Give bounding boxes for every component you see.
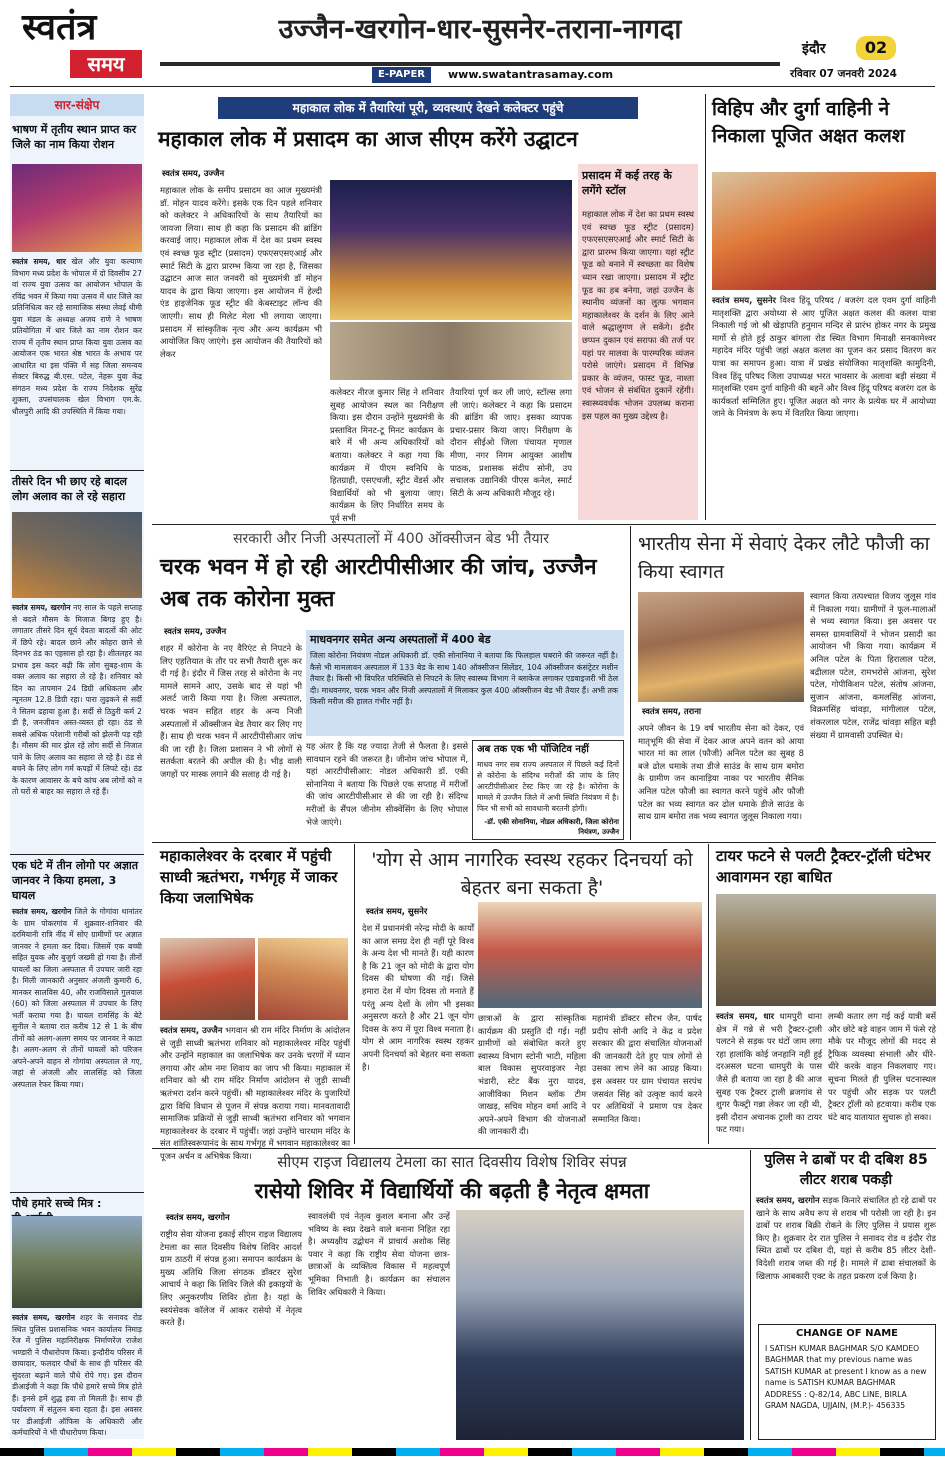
story3-quote-author: -डॉ. एकी सोनानिया, नोडल अधिकारी, जिला कोरोना नियंत्रण, उज्जैन <box>484 818 619 836</box>
sidebar-divider <box>10 1192 144 1193</box>
story2-photo-rally <box>712 172 936 290</box>
sidebar-item-text: खेल और युवा कल्याण विभाग मध्य प्रदेश के भोपाल में दो दिवसीय 27 वां राज्य युवा उत्सव का आयोजन भोपाल के रविंद्र भवन में किया गया उत्सव में धार जिले का प्रतिनिधित्व कर रहे सामाजिक संस्था लेवई थीमी युवा मंडल के अध्यक्ष अजय राणे ने भाषण प्रतियोगिता में धार जिले का नाम रोशन कर राज्य में तृतीय स्थान प्राप्त किया युवा उत्सव का आयोजन एक भारत श्रेष्ठ भारत के अभाव पर आधारित था इस पंक्ति में सह जिला समन्वय सेक्टर बिरुद्ध बी.एस. पटेल, नेहरू युवा केंद्र संगठन मध्य प्रदेश के राज्य निदेशक सुरेंद्र शुक्ला, उपसंचालक खेल विभाग एम.के. धौलपुरी आदि की उपस्थिति में किया गया। <box>12 257 142 416</box>
column-divider <box>750 1150 751 1440</box>
story3-headline: चरक भवन में हो रही आरटीपीसीआर की जांच, उज्जैन अब तक कोरोना मुक्त <box>160 555 597 612</box>
sidebar-divider <box>10 854 144 855</box>
logo <box>22 8 152 82</box>
sidebar-item-title: तीसरे दिन भी छाए रहे बादल लोग अलाव का ले रहे सहारा <box>12 475 127 503</box>
story3-quote-heading: अब तक एक भी पॉजिटिव नहीं <box>477 744 589 755</box>
column-divider <box>708 844 709 1144</box>
logo-top: स्वतंत्र <box>22 7 97 48</box>
edition-name: इंदौर <box>802 41 826 57</box>
story1-col2: कलेक्टर नीरज कुमार सिंह ने शनिवार सुबह आयोजन स्थल का निरीक्षण किया। इस दौरान उन्होंने मुख्यमंत्री के प्रस्तावित मिनट-टू मिनट कार्यक्रम के बारे में भी अन्य अधिकारियों को बताया। कलेक्टर ने कहा गया कि कार्यक्रम में पीएम स्वनिधि के हितग्राही, एसएचजी, स्ट्रीट वेंडर्स और विद्यार्थियों को भी बुलाया जाए। कार्यक्रम के लिए निर्धारित समय के पूर्व सभी <box>330 387 444 523</box>
story7-col2: लम्बी कतार लग गई कई यात्री बसें और छोटे बड़े वाहन जाम में फंसे रहे मौके पर मौजूद लोगों की मदद से ट्रैफिक व्यवस्था संभाली और धीरे-धीरे करके वाहन निकलवाए गए। सूचना मिलते ही पुलिस घटनास्थल पर पहुंची और सड़क पर पलटी ट्रैक्टर ट्रॉली को हटवाया। करीब एक घंटे बाद यातायात सुचारू हो सका। <box>828 1011 936 1122</box>
story3-quote-body: माधव नगर सब राज्य अस्पताल में पिछले कई दिनों से कोरोना के संदिग्ध मरीजों की जांच के लिए आरटीपीसीआर टेस्ट किए जा रहे है। कोरोना के मामले में उज्जैन जिले में अभी स्थिति नियंत्रण में है। फिर भी सभी को सावधानी बरतनी होगी। <box>477 760 619 813</box>
story7-text: धामपुरी थाना क्षेत्र में गन्ने से भरी ट्रैक्टर-ट्राली पलटने से सड़क पर घंटों जाम लगा रहा हालांकि कोई जनहानि नहीं हुई दरअसल घटना धामपुरी के पास जैसे ही बताया जा रहा है की आज सुबह एक ट्रैक्टर ट्राली ब्रजगांव से शुगर फैक्ट्री गन्ना लेकर जा रही थी, इसी दौरान अचानक ट्राली का टायर फट गया। <box>716 1011 822 1135</box>
sidebar-item-body <box>12 256 142 466</box>
story5-text: भगवान श्री राम मंदिर निर्माण के आंदोलन से जुड़ी साध्वी ऋतंभरा शनिवार को महाकालेश्वर मंदिर पहुंचीं और उन्होंने महाकाल का जलाभिषेक कर उनके चरणों में ध्यान लगाया और ओम नमः शिवाय का जाप भी किया। महाकाल में शनिवार को श्री राम मंदिर निर्माण आंदोलन से जुड़ी साध्वी ऋतंभरा दर्शन करने पहुंचीं। श्री महाकालेश्वर मंदिर के पुजारियों द्वारा विधि विधान से पूजन में संपन्न कराया गया। मानवतावादी सामाजिक प्रक्रियों से जुड़ी साध्वी ऋतंभरा शनिवार को भगवान महाकालेश्वर के दरबार में पहुंचीं। जहां उन्होंने चारधाम मंदिर के संत शांतिस्वरूपानंद के साथ गर्भगृह में भगवान महाकालेश्वर का पूजन अर्चन व अभिषेक किया। <box>160 1025 350 1161</box>
footer-colorbar <box>0 1448 945 1456</box>
story1-byline: स्वतंत्र समय, उज्जैन <box>162 168 225 178</box>
story6-col1: देश में प्रधानमंत्री नरेन्द्र मोदी के कार्यों का आज समग्र देश ही नहीं पूरे विश्व के अन्य देश भी मानते हैं। यही कारण है कि 21 जून को मोदी के द्वारा योग दिवस की घोषणा की गई। जिसे हमारा देश में योग दिवस तो मनाते हैं परंतु अन्य देशों के लोग भी इसका अनुसरण करते है और 21 जून योग दिवस के रूप में पूरा विश्व मनाता है। योग से आम नागरिक स्वस्थ रहकर अपनी दिनचर्या को बेहतर बना सकता है। <box>362 923 474 1072</box>
sidebar-item-body <box>12 1312 142 1436</box>
story1-side-body: महाकाल लोक में देश का प्रथम स्वस्थ एवं स्वच्छ फूड स्ट्रीट (प्रसादम) एफएसएसएआई और स्मार्ट सिटी के द्वारा प्रारम्भ किया जाएगा। यहां स्ट्रीट फूड को बनाने में स्वच्छता का विशेष ध्यान रखा जाएगा। प्रसादम में स्ट्रीट फूड का हब बनेगा, जहां उज्जैन के स्थानीय व्यंजनों का लुत्फ भगवान महाकालेश्वर के दर्शन के लिए आने वाले श्रद्धालुगण ले सकेंगे। इंदौर छप्पन दुकान एवं सराफा की तर्ज पर यहां पर मालवा के पारम्परिक व्यंजन परोसे जाएंगे। प्रसादम में विभिन्न प्रकार के व्यंजन, फास्ट फूड, नाश्ता एवं भोजन से संबंधित दुकानें रहेंगी। स्वास्थ्यवर्धक भोजन उपलब्ध कराना इस पहल का मुख्य उद्देश्य है। <box>582 209 694 421</box>
sidebar-item-byline: स्वतंत्र समय, खरगोन <box>12 1313 75 1322</box>
story1-side-box <box>578 164 698 520</box>
story7-headline: टायर फटने से पलटी ट्रैक्टर-ट्रॉली घंटेभर आवागमन रहा बाधित <box>716 847 931 886</box>
sidebar-item-byline: स्वतंत्र समय, धार <box>12 257 66 266</box>
story1-photo-mahakal-lok <box>330 180 572 320</box>
story1-photo-inspection <box>330 322 572 380</box>
logo-bottom: समय <box>87 52 125 76</box>
sidebar-item-body <box>12 602 142 848</box>
issue-date: रविवार 07 जनवरी 2024 <box>790 68 897 80</box>
sidebar-item-byline: स्वतंत्र समय, खरगोन <box>12 907 72 916</box>
story3-byline: स्वतंत्र समय, उज्जैन <box>164 626 227 636</box>
notice-title: CHANGE OF NAME <box>795 1328 899 1339</box>
logo-bottom-box <box>70 50 142 78</box>
story2-headline: विहिप और दुर्गा वाहिनी ने निकाला पूजित अक्षत कलश <box>712 98 905 147</box>
masthead <box>0 0 945 86</box>
story1-side-heading: प्रसादम में कई तरह के लगेंगे स्टॉल <box>582 169 672 197</box>
story6-col3: महामंत्री डॉक्टर सौरभ जैन, पार्षद प्रदीप सोनी आदि ने केंद्र व प्रदेश सरकार की द्वारा संचालित योजनाओं की जानकारी देते हुए पात्र लोगों से उसका लाभ लेने का आग्रह किया। इस अवसर पर ग्राम पंचायत सरपंच जसवंत सिंह को उत्कृष्ट कार्य करने पर अतिथियों ने प्रमाण पत्र देकर सम्मानित किया। <box>592 1013 702 1124</box>
masthead-rule <box>160 62 780 66</box>
sidebar-item-body <box>12 906 142 1188</box>
name-change-notice <box>758 1324 936 1440</box>
story4-photo-soldier <box>638 592 804 702</box>
sidebar-item-text: जिले के गोगांवा थानांतर के ग्राम पोकरगांव में शुक्रवार-शनिवार की दरमियानी रात्रि नींद में सोए ग्रामीणों पर अज्ञात जानवर ने हमला कर दिया। जिसमें एक बच्ची सहित युवक और बुजुर्ग जख्मी हो गया है। तीनों घायलों का जिला अस्पताल में उपचार जारी रहा है। मिली जानकारी अनुसार अंजली कुमारी 6, मानकर सालविस 40, और राजविसाले गुलवाल (60) को जिला अस्पताल में उपचार के लिए भर्ती कराया गया है। घायल रामसिंह के बेटे सुनील ने बताया रात करीब 12 से 1 के बीच तीनों को अलग-अलग समय पर जानवर ने काटा है। अलग-अलग से तीनों घायलों को परिजन अपने-अपने वाहन से गोगांवा अस्पताल ले गए, जहां से अंजली और लालसिंह को जिला अस्पताल रेफर किया गया। <box>12 907 142 1089</box>
story5-body <box>160 1024 350 1161</box>
sidebar-heading-box <box>10 94 144 116</box>
story3-col1: शहर में कोरोना के नए वैरिएंट से निपटने के लिए एहतियात के तौर पर सभी तैयारी शुरू कर दी गई है। इंदौर में जिस तरह से कोरोना के नए मामले सामने आए, उसके बाद से यहां भी अलर्ट जारी किया गया है। जिला अस्पताल, चरक भवन सहित शहर के अन्य निजी अस्पतालों में ऑक्सीजन बेड तैयार कर लिए गए हैं। साथ ही चरक भवन में आरटीपीसीआर जांच की जा रही है। जिला प्रशासन ने भी लोगों से सतर्कता बरतने की अपील की है। भीड़ वाली जगहों पर मास्क लगाने की सलाह दी गई है। <box>160 643 302 779</box>
story1-headline: महाकाल लोक में प्रसादम का आज सीएम करेंगे उद्घाटन <box>158 127 578 151</box>
story6-col2: छात्राओं के द्वारा सांस्कृतिक कार्यक्रम की प्रस्तुति दी गई। नहीं ग्रामीणों को संबोधित करते हुए स्वास्थ्य विभाग स्टोनी भाटी, महिला बाल विकास सुपरवाइजर नेहा भंडारी, स्टेट बैंक नुरा यादव, आजीविका मिशन ब्लॉक टीम जाखड़, सचिव मोहन वर्मा आदि ने अपने-अपने विभाग की योजनाओं की जानकारी दी। <box>478 1013 586 1137</box>
story2-text: विश्व हिंदू परिषद / बजरंग दल एवम दुर्गा वाहिनी मातृशक्ति द्वारा अयोध्या से आए पूजित अक्षत कलश की कलश यात्रा निकाली गई जो श्री खेड़ापति हनुमान मन्दिर से प्रारंभ होकर नगर के प्रमुख मार्गो से होते हुई ठाकुर बांगला रोड स्थित विभाग मिनाक्षी सनकामेश्वर महादेव मंदिर पहुंची जहां अक्षत कलश का पूजन कर प्रसाद वितरण कर यात्रा का समापन हुआ। यात्रा में प्रखंड संयोजिका मातृशक्ति कामुदिनी, विश्व हिंदू परिषद जिला उपाध्यक्ष भरत भावसार के अलावा बड़ी संख्या में मातृशक्ति एवम दुर्गा वाहिनी की बहनें और विश्व हिंदू परिषद बजरंग दल के कार्यकर्ता सम्मिलित हुए। पूजित अक्षत को नगर के प्रत्येक घर में आयोध्या जाने के निमंत्रण के रूप में वितरित किया जाएगा। <box>712 295 937 419</box>
story6-headline: 'योग से आम नागरिक स्वस्थ रहकर दिनचर्या को बेहतर बना सकता है' <box>371 849 693 899</box>
story5-byline: स्वतंत्र समय, उज्जैन <box>160 1025 223 1035</box>
sidebar-divider <box>10 470 144 471</box>
story9-body <box>756 1194 936 1320</box>
story2-byline: स्वतंत्र समय, सुसनेर <box>712 295 776 305</box>
sidebar-item-byline: स्वतंत्र समय, खरगोन <box>12 603 71 612</box>
story6-photo-yoga <box>478 902 702 1008</box>
story6-byline: स्वतंत्र समय, सुसनेर <box>366 906 428 916</box>
notice-body: I SATISH KUMAR BAGHMAR S/O KAMDEO BAGHMAR that my previous name was SATISH KUMAR at present I know as a new name is SATISH KUMAR BAGHMAR ADDRESS : Q-82/14, ABC LINE, BIRLA GRAM NAGDA, UJJAIN, (M.P.)- 456335 <box>765 1344 927 1411</box>
sidebar <box>10 94 144 1439</box>
story8-kicker: सीएम राइज विद्यालय टेमला का सात दिवसीय विशेष शिविर संपन्न <box>277 1153 627 1171</box>
story4-byline: स्वतंत्र समय, तराना <box>642 706 702 716</box>
story1-col1: महाकाल लोक के समीप प्रसादम का आज मुख्यमंत्री डॉ. मोहन यादव करेंगे। इसके एक दिन पहले शनिवार को कलेक्टर ने अधिकारियों के साथ तैयारियों का जायजा लिया। साथ ही कहा कि प्रसादम की ब्रांडिंग करवाई जाए। महाकाल लोक में देश का प्रथम स्वस्थ एवं स्वच्छ फूड स्ट्रीट (प्रसादम) एफएसएसएआई और स्मार्ट सिटी के द्वारा प्रारम्भ किया जा रहा है, जिसका उद्घाटन आज सात जनवरी को मुख्यमंत्री डॉ मोहन यादव के द्वारा किया जाएगा। इस आयोजन में हेल्दी एंड हाइजेनिक फूड स्ट्रीट की केबस्टाइट लॉन्च की जाएगी। साथ ही मिलेट मेला भी लगाया जाएगा। प्रसादम में सांस्कृतिक नृत्य और अन्य कार्यक्रम भी आयोजित किए जाएंगे। इस आयोजन की तैयारियों को लेकर <box>160 185 322 359</box>
sidebar-photo-fire <box>12 512 142 598</box>
masthead-divider <box>10 86 935 87</box>
story4-body-bottom: अपने जीवन के 19 वर्ष भारतीय सेना को देकर, एवं मातृभूमि की सेवा में देकर आज अपने वतन को आया भारत मां का लाल (फौजी) अनिल पटेल का सुबह 8 बजे ढोल धमाके तथा डीजे साउंड के साथ ग्राम बमोरा के ग्रामीण जन कानाड़िया नाका पर भारतीय सैनिक अनिल पटेल फौजी का स्वागत करने पहुंचे और फौजी पटेल का भव्य स्वागत कर ढोल धमाके डीजे साउंड के साथ ग्राम बमोरा तक भव्य स्वागत जुलूस निकाला गया। <box>638 723 804 822</box>
story9-headline: पुलिस ने ढाबों पर दी दबिश 85 लीटर शराब पकड़ी <box>764 1152 928 1188</box>
sidebar-heading: सार-संक्षेप <box>54 98 100 112</box>
sidebar-item-title: एक घंटे में तीन लोगो पर अज्ञात जानवर ने किया हमला, 3 घायल <box>12 859 139 902</box>
sidebar-photo-plantation <box>12 1216 142 1308</box>
epaper-label: E-PAPER <box>372 67 431 83</box>
sidebar-item-text: नए साल के पहले सप्ताह से बदले मौसम के मिजाज बिगड़ हुए है। लगातार तीसरे दिन सूर्य देवता बादलों की ओट में छिपे रहे। बादल छाने और कोहरा छाने से दिनभर ठंड का एहसास हो रहा है। शीतलहर का प्रभाव इस कदर बढ़ी कि लोग सुबह-शाम के वक्त अलाव का सहारा ले रहे है। शनिवार को दिन का तापमान 24 डिग्री अधिकतम और न्यूनतम 12.8 डिग्री रहा। पारा लुढ़कने से सर्दी ने सितम ढहाया हुआ है। सर्दी से ठिठुरी कर्म 2 डी है, जनजीवन अस्त-व्यस्त हो रहा। ठंड से सबसे अधिक परेशानी गरीबों को झेलनी पड़ रही है। मौसम की मार झेल रहे लोग सर्दी से निजात पाने के लिए अलाव का सहारा ले रहे है। ठंड से बचने के लिए लोग गर्म कपड़ों में लिपटे रहे। ठंड के कारण आवासर के बचे कांच अब लोगों को न तो घरों से बाहर का सहारा ले रहे हैं। <box>12 603 142 796</box>
story2-body <box>712 294 936 520</box>
story7-photo-tractor <box>716 894 936 1006</box>
masthead-cities: उज्जैन-खरगोन-धार-सुसनेर-तराना-नागदा <box>278 14 682 45</box>
section-divider <box>152 524 936 525</box>
sidebar-item-title: भाषण में तृतीय स्थान प्राप्त कर जिले का नाम किया रोशन <box>12 123 137 151</box>
story3-box-heading: माधवनगर समेत अन्य अस्पतालों में 400 बेड <box>310 633 491 646</box>
story9-byline: स्वतंत्र समय, खरगोन <box>756 1195 820 1205</box>
column-divider <box>354 844 355 1144</box>
story3-kicker: सरकारी और निजी अस्पतालों में 400 ऑक्सीजन बेड भी तैयार <box>233 531 549 547</box>
section-divider <box>152 842 936 843</box>
sidebar-photo-award <box>12 164 142 252</box>
story1-col3: तैयारियां पूर्ण कर ली जाएं, स्टॉल्स लगा ली जाएं। कलेक्टर ने कहा कि प्रसादम की ब्रांडिंग की जाए। इसका व्यापक प्रचार-प्रसार किया जाए। निरीक्षण के दौरान सीईओ जिला पंचायत मृणाल मीणा, नगर निगम आयुक्त आशीष पाठक, प्रशासक संदीप सोनी, उप सचालक उद्यानिकी पीएस कनेल, स्मार्ट सिटी के अन्य अधिकारी मौजूद रहे। <box>450 387 572 498</box>
story5-photo-temple <box>160 938 255 1020</box>
story4-body-right: स्वागत किया तत्पश्चात विजय जुलूस गांव में निकाला गया। ग्रामीणों ने फूल-मालाओं से भव्य स्वागत किया। इस अवसर पर समस्त ग्रामवासियों ने भोजन प्रसादी का आयोजन भी किया गया। कार्यक्रम में अनिल पटेल के पिता हिरालाल पटेल, बद्रीलाल पटेल, रामभरोसे आंजना, सुरेश पटेल, गोपीकिशन पटेल, संतोष आंजना, सुजान आंजना, कमलसिंह आंजना, विक्रमसिंह चांवड़ा, मांगीलाल पटेल, शंकरलाल पटेल, राजेंद्र चांवड़ा सहित बड़ी संख्या में ग्रामवासी उपस्थित थे। <box>810 591 936 740</box>
sidebar-item-text: शहर के सनावद रोड स्थित पुलिस प्रशासनिक भवन कार्यालय निमाड़ रेंज में पुलिस महानिरीक्षक निर्माणरेंज राजेश भण्डारी ने पौधारोपण किया। इन्दौरीय परिसर में छायादार, फलदार पौधों के साथ ही परिसर की सुंदरता बढ़ाने वाले पौधे रोपे गए। इस दौरान डीआईजी ने कहा कि पौधे हमारे सच्चे मित्र होते हैं। इनसे हमें शुद्ध हवा तो मिलती है। साथ ही पर्यावरण में संतुलन बना रहता है। इस अवसर पर डीआईजी ऑफिस के अधिकारी और कर्मचारियों ने भी पौधारोपण किया। <box>12 1313 142 1437</box>
story4-headline: भारतीय सेना में सेवाएं देकर लौटे फौजी का किया स्वागत <box>638 533 930 583</box>
story9-text: सड़क किनारे संचालित हो रहे ढाबों पर खाने के साथ अवैध रूप से शराब भी परोसी जा रही है। इन ढाबों पर शराब बिक्री रोकने के लिए पुलिस ने प्रयास शुरू किए है। शुक्रवार देर रात पुलिस ने सनावद रोड व इंदौर रोड स्थित ढाबों पर दबिश दी, यहां से करीब 85 लीटर देशी-विदेशी शराब जब्त की गई है। मामले में ढाबा संचालकों के खिलाफ आबकारी एक्ट के तहत प्रकरण दर्ज किया है। <box>756 1195 937 1281</box>
column-divider <box>705 94 706 520</box>
story3-col2: यह अंतर है कि यह ज्यादा तेजी से फैलता है। इससे सावधान रहने की जरूरत है। जीनोम जांच भोपाल में, यहां आरटीपीसीआर: नोडल अधिकारी डॉ. एकी सोनानिया ने बताया कि पिछले एक सप्ताह में मरीजों की जांच आरटीपीसीआर से की जा रही है। संदिग्ध मरीजों के सैंपल जीनोम सीक्वेंसिंग के लिए भोपाल भेजे जाएंगे। <box>306 741 468 827</box>
story8-byline: स्वतंत्र समय, खरगोन <box>166 1212 230 1222</box>
website-link[interactable]: www.swatantrasamay.com <box>448 68 614 81</box>
section-divider <box>152 1148 936 1149</box>
story5-headline: महाकालेश्वर के दरबार में पहुंची साध्वी ऋतंभरा, गर्भगृह में जाकर किया जलाभिषेक <box>160 847 338 907</box>
sidebar-item-title: पौधे हमारे सच्चे मित्र : <box>12 1197 102 1210</box>
page-number-text: 02 <box>864 38 888 57</box>
top-banner-text: महाकाल लोक में तैयारियां पूरी, व्यवस्थाएं देखने कलेक्टर पहुंचे <box>292 101 564 115</box>
story7-col1 <box>716 1010 822 1144</box>
story3-box <box>306 630 624 736</box>
story3-quote-box <box>472 740 624 840</box>
story5-photo-abhishek <box>258 938 348 1020</box>
story8-headline: रासेयो शिविर में विद्यार्थियों की बढ़ती है नेतृत्व क्षमता <box>254 1179 650 1203</box>
page-number <box>856 36 896 60</box>
story8-col2: स्वावलंबी एवं नेतृत्व कुशल बनाना और उन्हें भविष्य के स्वप्न देखने वाले बनाना निहित रहा है। अध्यक्षीय उद्बोधन में प्राचार्य अशोक सिंह पवार ने कहा कि राष्ट्रीय सेवा योजना छात्र-छात्राओं के व्यक्तित्व विकास में महत्वपूर्ण भूमिका निभाती है। कार्यक्रम का संचालन शिविर अधिकारी ने किया। <box>308 1211 450 1297</box>
story8-col1: राष्ट्रीय सेवा योजना इकाई सीएम राइज विद्यालय टेमला का सात दिवसीय विशेष शिविर आदर्श ग्राम ठाठरी में संपन्न हुआ। समापन कार्यक्रम के मुख्य अतिथि जिला संगठक डॉक्टर सुरेश आचार्य ने कहा कि शिविर जिले की इकाइयों के लिए अनुकरणीय शिविर होता है। यहां के स्वयंसेवक कॉलेज में आकर रासेयो में नेतृत्व करते हैं। <box>160 1229 302 1328</box>
top-banner <box>218 97 638 119</box>
column-divider <box>630 526 631 840</box>
story7-byline: स्वतंत्र समय, धार <box>716 1011 775 1021</box>
story3-box-body: जिला कोरोना नियंत्रण नोडल अधिकारी डॉ. एकी सोनानिया ने बताया कि फिलहाल घबराने की जरूरत नहीं है। कैसे भी मामलावन अस्पताल में 133 बेड के साथ 140 ऑक्सीजन सिलेंडर, 104 ऑक्सीजन कंसंट्रेटर मशीन तैयार है। किसी भी विपरित परिस्थिति से निपटने के लिए स्वास्थ्य विभाग ने ब्लाकेज लगाकर एडवाइजरी भी ठेल दी। माधवनगर, चरक भवन और निजी अस्पतालों में मिलाकर कुल 400 ऑक्सीजन बेड भी तैयार हैं। अभी तक किसी मरीज की हालत गंभीर नहीं है। <box>310 651 618 706</box>
story8-photo-students <box>456 1210 744 1440</box>
